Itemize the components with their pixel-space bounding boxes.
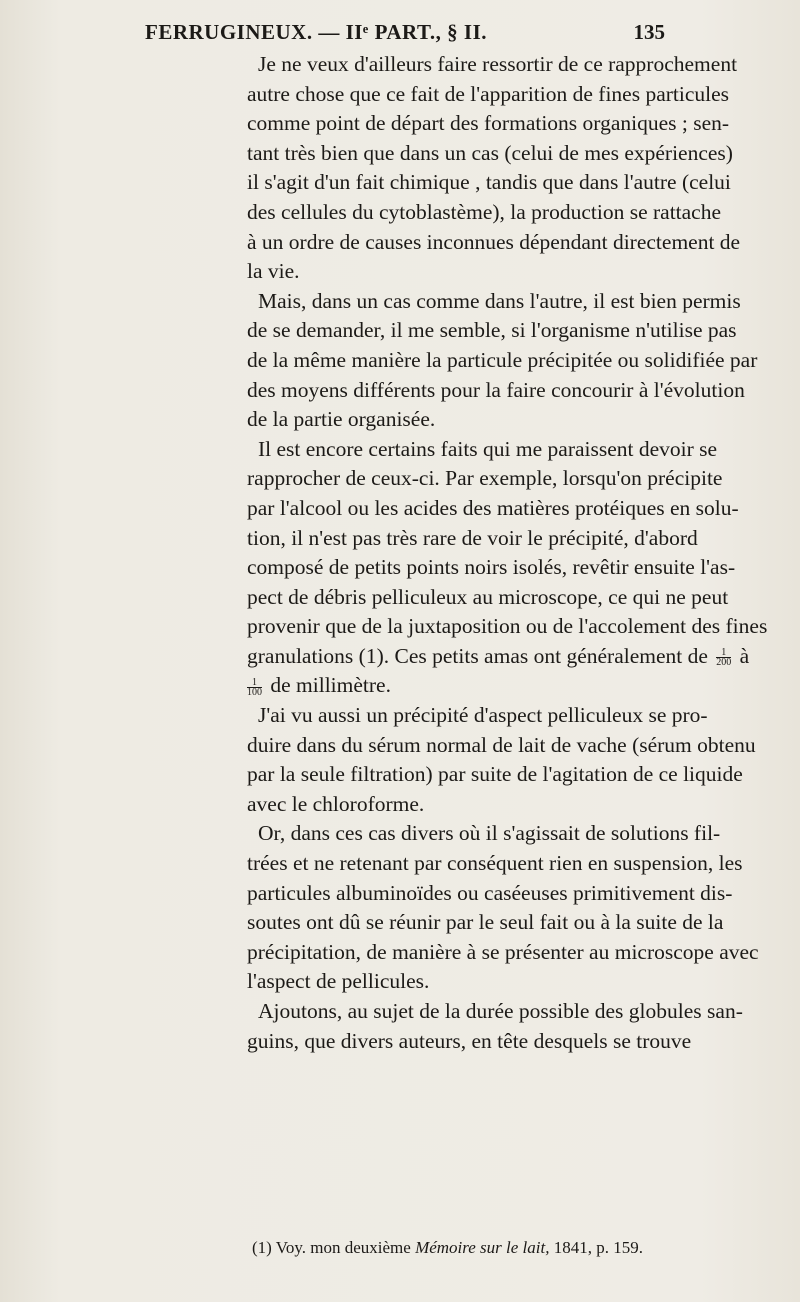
text-line: particules albuminoïdes ou caséeuses primitivement dis-: [247, 880, 733, 905]
text-line: comme point de départ des formations organiques ; sen-: [247, 111, 730, 136]
text-line: soutes ont dû se réunir par le seul fait ou à la suite de la: [247, 910, 724, 935]
text-line: Il est encore certains faits qui me paraissent devoir se: [258, 436, 718, 461]
text-line: tion, il n'est pas très rare de voir le précipité, d'abord: [247, 525, 698, 550]
text-line: pect de débris pelliculeux au microscope, ce qui ne peut: [247, 584, 729, 609]
text-line: à un ordre de causes inconnues dépendant directement de: [247, 229, 741, 254]
text-line: avec le chloroforme.: [247, 791, 425, 816]
footnote-title: Mémoire sur le lait,: [415, 1238, 550, 1257]
text-line: la vie.: [247, 259, 300, 284]
text-line: rapprocher de ceux-ci. Par exemple, lorsqu'on précipite: [247, 466, 723, 491]
fraction-numerator: 1: [247, 678, 262, 688]
text-segment: de millimètre.: [270, 673, 391, 698]
text-line: par l'alcool ou les acides des matières protéiques en solu-: [247, 495, 739, 520]
text-line: des cellules du cytoblastème), la production se rattache: [247, 199, 722, 224]
footnote-suffix: 1841, p. 159.: [553, 1238, 643, 1257]
text-segment: granulations (1). Ces petits amas ont généralement de: [247, 643, 708, 668]
text-line: l'aspect de pellicules.: [247, 969, 430, 994]
text-line: duire dans du sérum normal de lait de vache (sérum obtenu: [247, 732, 756, 757]
text-line: guins, que divers auteurs, en tête desquels se trouve: [247, 1028, 692, 1053]
fraction: [716, 648, 731, 667]
text-line: Ajoutons, au sujet de la durée possible des globules san-: [258, 999, 743, 1023]
footnote: [252, 1238, 792, 1258]
text-line: de la même manière la particule précipitée ou solidifiée par: [247, 347, 758, 372]
text-line: il s'agit d'un fait chimique , tandis que dans l'autre (celui: [247, 170, 731, 195]
fraction-denominator: 200: [716, 657, 732, 669]
body-text: [247, 50, 795, 1056]
text-line: précipitation, de manière à se présenter au microscope avec: [247, 939, 759, 964]
fraction: [247, 678, 262, 697]
fraction-denominator: 100: [247, 687, 262, 699]
text-line: par la seule filtration) par suite de l'agitation de ce liquide: [247, 762, 743, 787]
text-segment: à: [739, 643, 750, 668]
running-title: FERRUGINEUX. — IIᵉ PART., § II.: [145, 20, 488, 44]
footnote-prefix: (1) Voy. mon deuxième: [252, 1238, 411, 1257]
text-line: J'ai vu aussi un précipité d'aspect pelliculeux se pro-: [258, 703, 708, 728]
text-line: trées et ne retenant par conséquent rien en suspension, les: [247, 851, 743, 876]
text-line: Je ne veux d'ailleurs faire ressortir de ce rapprochement: [258, 52, 738, 76]
text-line: composé de petits points noirs isolés, revêtir ensuite l'as-: [247, 555, 736, 580]
text-line: provenir que de la juxtaposition ou de l'accolement des fines: [247, 614, 768, 639]
fraction-numerator: 1: [716, 648, 731, 658]
text-line-fraction: [247, 671, 795, 701]
text-line-fraction: [247, 642, 795, 672]
running-header: [145, 20, 665, 50]
page-number: 135: [633, 20, 665, 44]
text-line: Mais, dans un cas comme dans l'autre, il est bien permis: [258, 288, 741, 313]
text-line: tant très bien que dans un cas (celui de mes expériences): [247, 140, 733, 165]
text-line: de la partie organisée.: [247, 407, 436, 432]
text-line: de se demander, il me semble, si l'organisme n'utilise pas: [247, 318, 737, 343]
text-line: des moyens différents pour la faire concourir à l'évolution: [247, 377, 745, 402]
text-line: Or, dans ces cas divers où il s'agissait de solutions fil-: [258, 821, 721, 846]
text-line: autre chose que ce fait de l'apparition de fines particules: [247, 81, 730, 106]
